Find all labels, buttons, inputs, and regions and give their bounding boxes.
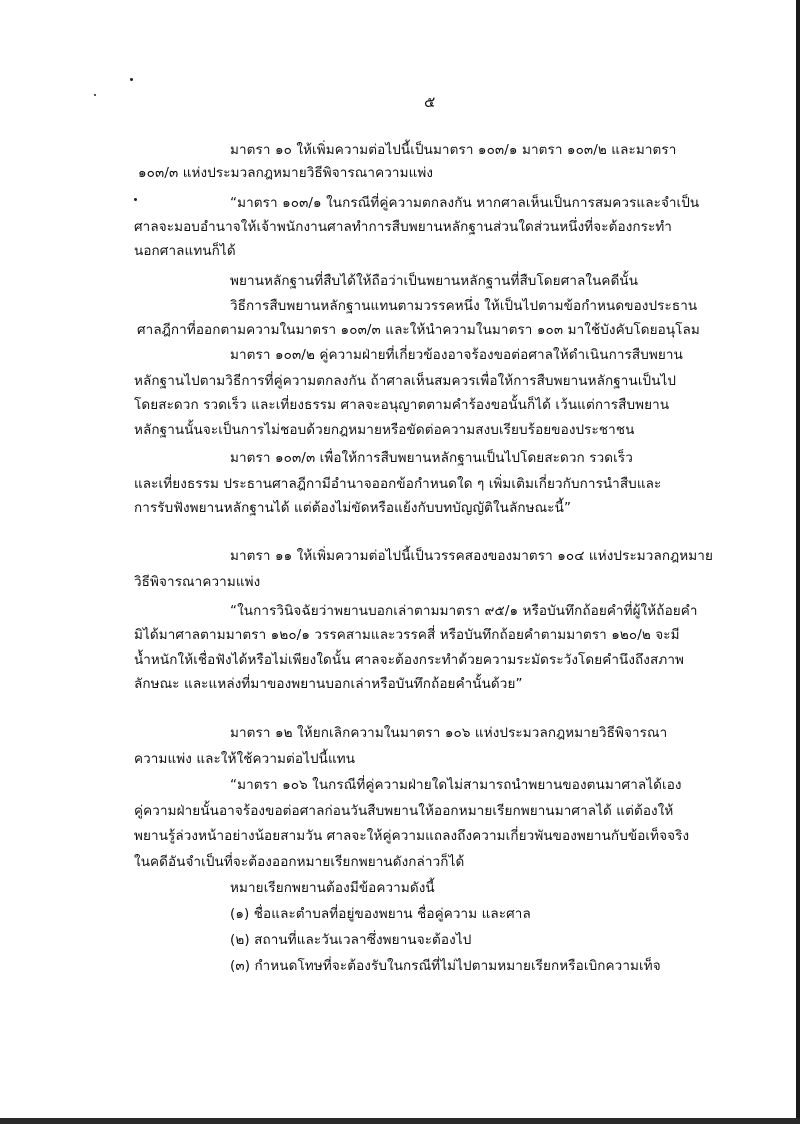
article-106-line-5: หมายเรียกพยานต้องมีข้อความดังนี้ bbox=[230, 880, 435, 896]
scan-speck bbox=[130, 78, 133, 81]
article-103-3-line-3: การรับฟังพยานหลักฐานได้ แต่ต้องไม่ขัดหรือแย้งกับบทบัญญัติในลักษณะนี้” bbox=[134, 500, 572, 516]
article-103-2-line-2: หลักฐานไปตามวิธีการที่คู่ความตกลงกัน ถ้าศาลเห็นสมควรเพื่อให้การสืบพยานหลักฐานเป็นไป bbox=[134, 373, 677, 389]
section-11-quote-line-2: มิได้มาศาลตามมาตรา ๑๒๐/๑ วรรคสามและวรรคสี่ หรือบันทึกถ้อยคำตามมาตรา ๑๒๐/๒ จะมี bbox=[134, 627, 680, 643]
article-103-2-line-3: โดยสะดวก รวดเร็ว และเที่ยงธรรม ศาลจะอนุญาตตามคำร้องขอนั้นก็ได้ เว้นแต่การสืบพยาน bbox=[134, 397, 670, 413]
section-11-quote-line-4: ลักษณะ และแหล่งที่มาของพยานบอกเล่าหรือบันทึกถ้อยคำนั้นด้วย” bbox=[134, 676, 523, 692]
article-103-1-line-6: ศาลฎีกาที่ออกตามความในมาตรา ๑๐๓/๓ และให้นำความในมาตรา ๑๐๓ มาใช้บังคับโดยอนุโลม bbox=[137, 322, 700, 338]
article-103-1-line-3: นอกศาลแทนก็ได้ bbox=[134, 243, 236, 259]
article-106-item-2: (๒) สถานที่และวันเวลาซึ่งพยานจะต้องไป bbox=[230, 932, 472, 948]
section-11-line-2: วิธีพิจารณาความแพ่ง bbox=[134, 574, 261, 590]
article-103-1-line-2: ศาลจะมอบอำนาจให้เจ้าพนักงานศาลทำการสืบพยานหลักฐานส่วนใดส่วนหนึ่งที่จะต้องกระทำ bbox=[134, 219, 672, 235]
scan-speck bbox=[134, 198, 137, 201]
scan-edge-bottom bbox=[0, 1118, 800, 1124]
section-12-line-2: ความแพ่ง และให้ใช้ความต่อไปนี้แทน bbox=[134, 751, 356, 767]
article-103-1-line-1: “มาตรา ๑๐๓/๑ ในกรณีที่คู่ความตกลงกัน หากศาลเห็นเป็นการสมควรและจำเป็น bbox=[230, 195, 700, 211]
article-103-1-line-4: พยานหลักฐานที่สืบได้ให้ถือว่าเป็นพยานหลักฐานที่สืบโดยศาลในคดีนั้น bbox=[230, 273, 639, 289]
section-11-quote-line-3: น้ำหนักให้เชื่อฟังได้หรือไม่เพียงใดนั้น ศาลจะต้องกระทำด้วยความระมัดระวังโดยคำนึงถึงสภาพ bbox=[134, 652, 685, 668]
section-11-quote-line-1: “ในการวินิจฉัยว่าพยานบอกเล่าตามมาตรา ๙๕/๑ หรือบันทึกถ้อยคำที่ผู้ให้ถ้อยคำ bbox=[230, 603, 698, 619]
article-106-item-1: (๑) ชื่อและตำบลที่อยู่ของพยาน ชื่อคู่ความ และศาล bbox=[230, 906, 531, 922]
section-10-line-1: มาตรา ๑๐ ให้เพิ่มความต่อไปนี้เป็นมาตรา ๑๐๓/๑ มาตรา ๑๐๓/๒ และมาตรา bbox=[230, 142, 677, 158]
article-106-line-4: ในคดีอันจำเป็นที่จะต้องออกหมายเรียกพยานดังกล่าวก็ได้ bbox=[134, 854, 465, 870]
article-106-line-2: คู่ความฝ่ายนั้นอาจร้องขอต่อศาลก่อนวันสืบพยานให้ออกหมายเรียกพยานมาศาลได้ แต่ต้องให้ bbox=[134, 803, 674, 819]
scan-edge-right bbox=[796, 0, 800, 1124]
section-12-line-1: มาตรา ๑๒ ให้ยกเลิกความในมาตรา ๑๐๖ แห่งประมวลกฎหมายวิธีพิจารณา bbox=[230, 725, 668, 741]
article-103-3-line-2: และเที่ยงธรรม ประธานศาลฎีกามีอำนาจออกข้อกำหนดใด ๆ เพิ่มเติมเกี่ยวกับการนำสืบและ bbox=[134, 476, 662, 492]
article-106-line-1: “มาตรา ๑๐๖ ในกรณีที่คู่ความฝ่ายใดไม่สามารถนำพยานของตนมาศาลได้เอง bbox=[230, 777, 682, 793]
article-103-2-line-1: มาตรา ๑๐๓/๒ คู่ความฝ่ายที่เกี่ยวข้องอาจร้องขอต่อศาลให้ดำเนินการสืบพยาน bbox=[230, 347, 683, 363]
page-number: ๕ bbox=[424, 93, 436, 111]
scan-speck bbox=[94, 94, 96, 96]
article-106-item-3: (๓) กำหนดโทษที่จะต้องรับในกรณีที่ไม่ไปตามหมายเรียกหรือเบิกความเท็จ bbox=[230, 958, 661, 974]
article-103-3-line-1: มาตรา ๑๐๓/๓ เพื่อให้การสืบพยานหลักฐานเป็นไปโดยสะดวก รวดเร็ว bbox=[230, 450, 633, 466]
article-106-line-3: พยานรู้ล่วงหน้าอย่างน้อยสามวัน ศาลจะให้คู่ความแถลงถึงความเกี่ยวพันของพยานกับข้อเท็จจริง bbox=[134, 828, 690, 844]
article-103-2-line-4: หลักฐานนั้นจะเป็นการไม่ชอบด้วยกฎหมายหรือขัดต่อความสงบเรียบร้อยของประชาชน bbox=[134, 422, 635, 438]
section-11-line-1: มาตรา ๑๑ ให้เพิ่มความต่อไปนี้เป็นวรรคสองของมาตรา ๑๐๔ แห่งประมวลกฎหมาย bbox=[230, 548, 713, 564]
section-10-line-2: ๑๐๓/๓ แห่งประมวลกฎหมายวิธีพิจารณาความแพ่ง bbox=[138, 165, 434, 181]
article-103-1-line-5: วิธีการสืบพยานหลักฐานแทนตามวรรคหนึ่ง ให้เป็นไปตามข้อกำหนดของประธาน bbox=[230, 298, 698, 314]
